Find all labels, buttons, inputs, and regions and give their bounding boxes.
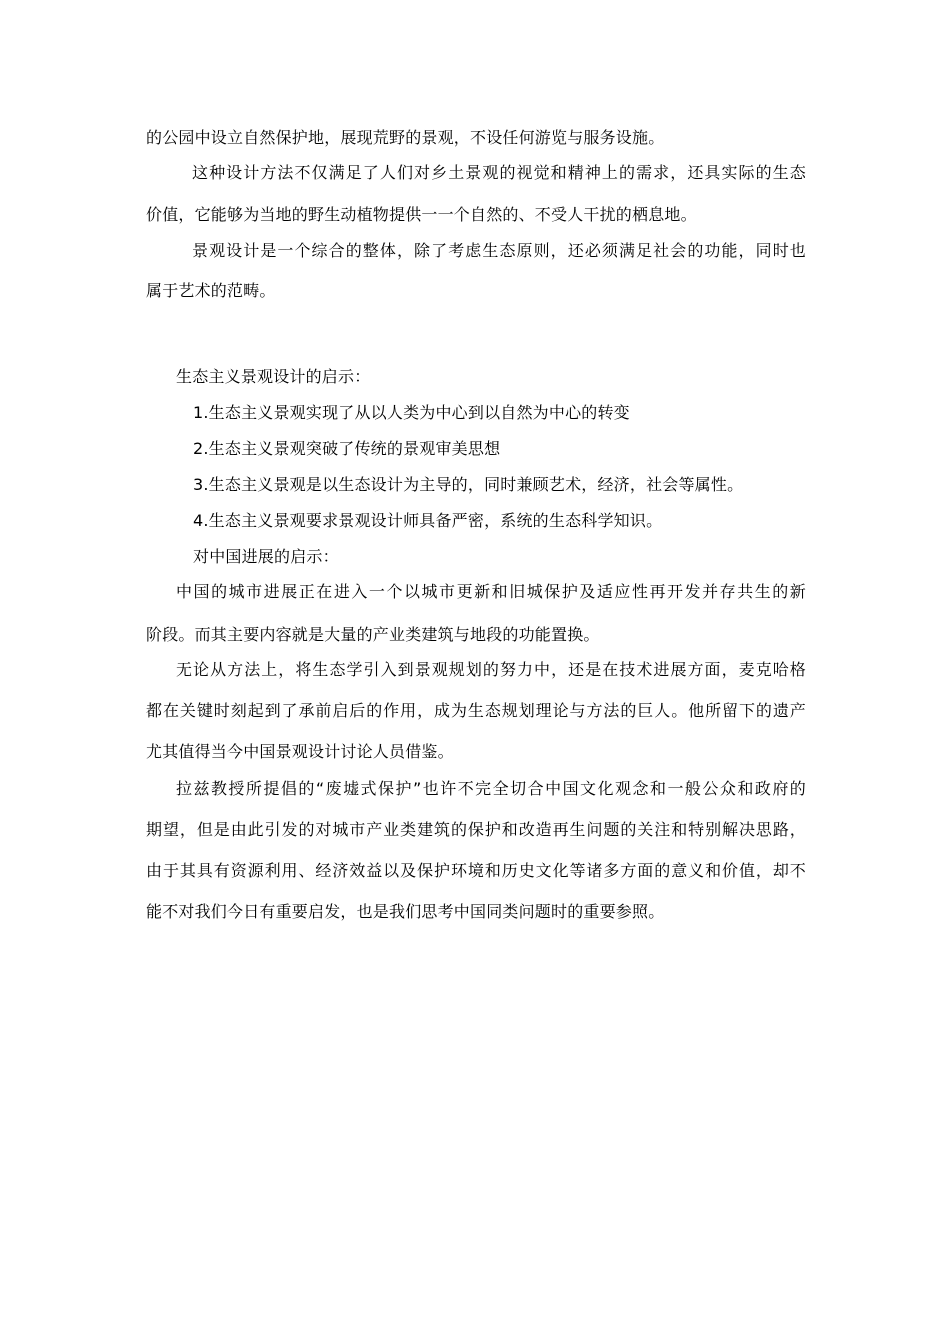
paragraph-line: 拉兹教授所提倡的“废墟式保护”也许不完全切合中国文化观念和一般公众和政府的 — [176, 779, 806, 798]
list-item: 1.生态主义景观实现了从以人类为中心到以自然为中心的转变 — [193, 403, 630, 422]
text-line: 价值，它能够为当地的野生动植物提供一一个自然的、不受人干扰的栖息地。 — [146, 205, 697, 224]
text-line: 阶段。而其主要内容就是大量的产业类建筑与地段的功能置换。 — [146, 625, 600, 644]
paragraph-line: 这种设计方法不仅满足了人们对乡土景观的视觉和精神上的需求，还具实际的生态 — [192, 163, 806, 182]
paragraph-line: 都在关键时刻起到了承前启后的作用，成为生态规划理论与方法的巨人。他所留下的遗产 — [146, 701, 806, 720]
list-item: 3.生态主义景观是以生态设计为主导的，同时兼顾艺术，经济，社会等属性。 — [193, 475, 744, 494]
list-item: 4.生态主义景观要求景观设计师具备严密，系统的生态科学知识。 — [193, 511, 663, 530]
paragraph-line: 景观设计是一个综合的整体，除了考虑生态原则，还必须满足社会的功能，同时也 — [192, 241, 806, 260]
list-item: 2.生态主义景观突破了传统的景观审美思想 — [193, 439, 501, 458]
paragraph-line: 期望，但是由此引发的对城市产业类建筑的保护和改造再生问题的关注和特别解决思路， — [146, 820, 806, 839]
text-line: 能不对我们今日有重要启发，也是我们思考中国同类问题时的重要参照。 — [146, 902, 665, 921]
paragraph-line: 中国的城市进展正在进入一个以城市更新和旧城保护及适应性再开发并存共生的新 — [176, 582, 806, 601]
text-line: 尤其值得当今中国景观设计讨论人员借鉴。 — [146, 742, 454, 761]
text-line: 的公园中设立自然保护地，展现荒野的景观，不设任何游览与服务设施。 — [146, 128, 665, 147]
paragraph-line: 由于其具有资源利用、经济效益以及保护环境和历史文化等诸多方面的意义和价值，却不 — [146, 861, 806, 880]
section-heading: 生态主义景观设计的启示： — [176, 367, 371, 386]
section-heading: 对中国进展的启示： — [193, 547, 339, 566]
text-line: 属于艺术的范畴。 — [146, 281, 276, 300]
paragraph-line: 无论从方法上，将生态学引入到景观规划的努力中，还是在技术进展方面，麦克哈格 — [176, 660, 806, 679]
